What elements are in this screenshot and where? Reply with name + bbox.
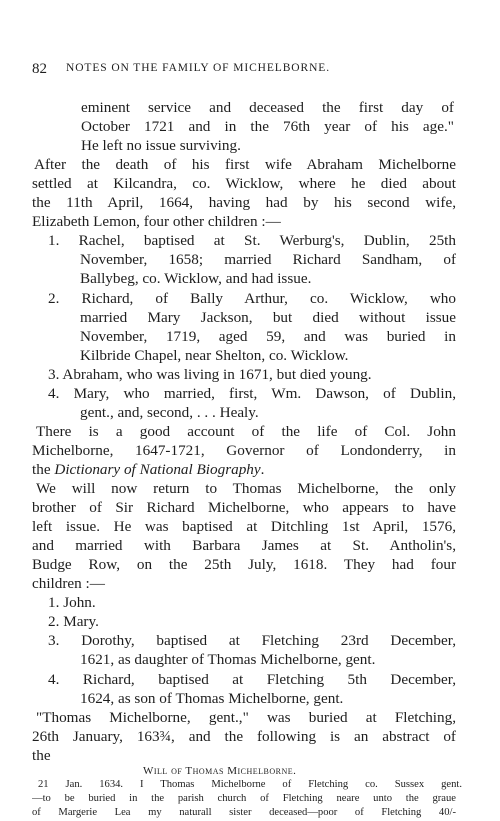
- text-line: children :—: [32, 575, 105, 593]
- text-line: eminent service and deceased the first day of: [81, 99, 454, 116]
- will-line: of Margerie Lea my naturall sister deceased—poor of Fletching 40/-: [32, 806, 456, 818]
- text-line: 1. Rachel, baptised at St. Werburg's, Dublin, 25th: [48, 232, 456, 250]
- text-line: Ballybeg, co. Wicklow, and had issue.: [80, 270, 312, 288]
- text-line: There is a good account of the life of Col. John: [36, 422, 456, 440]
- text-line: married Mary Jackson, but died without issue: [80, 308, 456, 326]
- text-line: 3. Dorothy, baptised at Fletching 23rd December,: [48, 632, 456, 650]
- text-line: gent., and, second, . . . Healy.: [80, 403, 259, 421]
- text-line: Elizabeth Lemon, four other children :—: [32, 213, 281, 231]
- text-line: He left no issue surviving.: [81, 137, 241, 155]
- text-line: brother of Sir Richard Michelborne, who appears to have: [32, 499, 456, 517]
- text-line: 3. Abraham, who was living in 1671, but died young.: [48, 365, 372, 383]
- page-number: 82: [32, 61, 47, 77]
- text-line: the 11th April, 1664, having had by his second wife,: [32, 194, 456, 212]
- text-line: 26th January, 163¾, and the following is an abstract of: [32, 727, 456, 745]
- will-line: 21 Jan. 1634. I Thomas Michelborne of Fletching co. Sussex gent.: [38, 778, 462, 790]
- text-line: 4. Richard, baptised at Fletching 5th December,: [48, 670, 456, 688]
- text-line: November, 1658; married Richard Sandham, of: [80, 251, 456, 269]
- text-line: Kilbride Chapel, near Shelton, co. Wicklow.: [80, 346, 349, 364]
- text-line: 1624, as son of Thomas Michelborne, gent.: [80, 689, 344, 707]
- running-title: NOTES ON THE FAMILY OF MICHELBORNE.: [66, 62, 330, 74]
- text-line: November, 1719, aged 59, and was buried in: [80, 327, 456, 345]
- text-line: settled at Kilcandra, co. Wicklow, where he died about: [32, 175, 456, 193]
- text-line: October 1721 and in the 76th year of his age.": [81, 118, 454, 136]
- text-line: 4. Mary, who married, first, Wm. Dawson, of Dublin,: [48, 384, 456, 402]
- text-line: "Thomas Michelborne, gent.," was buried at Fletching,: [36, 708, 456, 726]
- text-line: 2. Richard, of Bally Arthur, co. Wicklow, who: [48, 289, 456, 307]
- will-line: —to be buried in the parish church of Fletching neare unto the graue: [32, 792, 456, 804]
- text-line: 1. John.: [48, 594, 96, 612]
- text-line: Budge Row, on the 25th July, 1618. They had four: [32, 556, 456, 574]
- text-line: 1621, as daughter of Thomas Michelborne, gent.: [80, 651, 376, 669]
- text-line: We will now return to Thomas Michelborne, the only: [36, 480, 456, 497]
- text-line: the: [32, 746, 51, 764]
- text-line: left issue. He was baptised at Ditchling 1st April, 1576,: [32, 518, 456, 536]
- text-line: the Dictionary of National Biography.: [32, 460, 265, 478]
- will-heading: Will of Thomas Michelborne.: [143, 764, 297, 777]
- text-line: and married with Barbara James at St. Antholin's,: [32, 537, 456, 555]
- text-line: 2. Mary.: [48, 613, 99, 631]
- text-line: After the death of his first wife Abraham Michelborne: [34, 156, 456, 174]
- text-line: Michelborne, 1647-1721, Governor of Londonderry, in: [32, 441, 456, 459]
